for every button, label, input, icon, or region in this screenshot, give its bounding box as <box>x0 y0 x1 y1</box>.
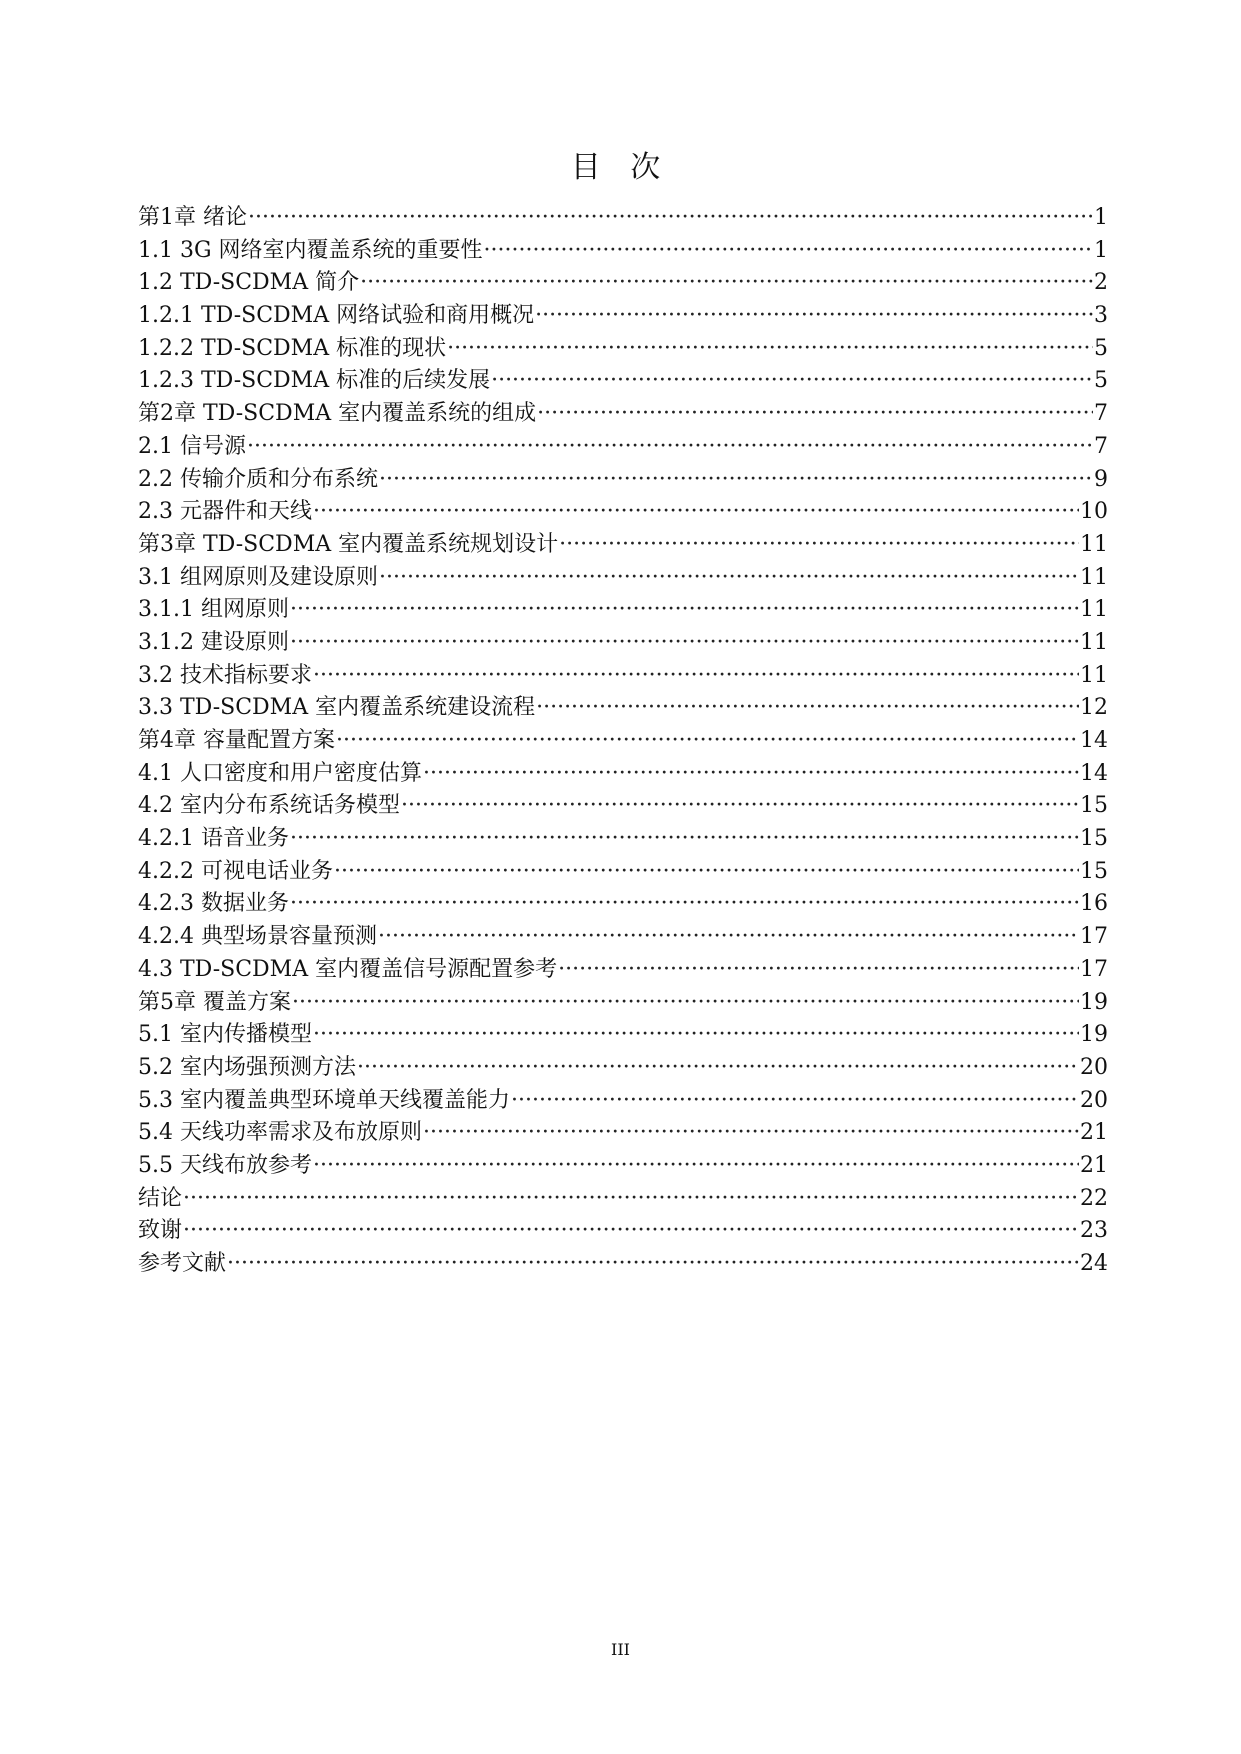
toc-entry-title: 致谢 <box>138 1218 183 1244</box>
toc-entry-page: 21 <box>1080 1120 1108 1146</box>
toc-entry[interactable] <box>138 725 1108 758</box>
toc-entry-page: 19 <box>1080 989 1108 1015</box>
toc-entry[interactable] <box>138 267 1108 300</box>
toc-entry-title: 结论 <box>138 1185 183 1211</box>
toc-dot-leader <box>423 1117 1079 1150</box>
toc-entry-title: 4.1 人口密度和用户密度估算 <box>138 760 422 786</box>
toc-dot-leader <box>183 1183 1079 1216</box>
toc-entry-page: 20 <box>1080 1054 1108 1080</box>
toc-dot-leader <box>290 627 1079 660</box>
toc-entry-title: 2.1 信号源 <box>138 433 246 459</box>
toc-entry-title: 第2章 TD-SCDMA 室内覆盖系统的组成 <box>138 401 537 427</box>
toc-entry-title: 5.5 天线布放参考 <box>138 1152 312 1178</box>
table-of-contents <box>138 202 1108 1281</box>
toc-entry[interactable] <box>138 496 1108 529</box>
toc-entry-title: 4.2 室内分布系统话务模型 <box>138 793 400 819</box>
page-number: III <box>611 1640 630 1659</box>
toc-entry-title: 第4章 容量配置方案 <box>138 728 335 753</box>
toc-entry-page: 1 <box>1094 205 1108 230</box>
toc-entry[interactable] <box>138 758 1108 791</box>
toc-entry[interactable] <box>138 333 1108 366</box>
toc-entry[interactable] <box>138 1215 1108 1248</box>
toc-entry-title: 1.2.2 TD-SCDMA 标准的现状 <box>138 335 447 361</box>
toc-dot-leader <box>183 1215 1079 1248</box>
toc-entry-page: 11 <box>1080 564 1108 590</box>
toc-entry[interactable] <box>138 1052 1108 1085</box>
toc-entry-page: 17 <box>1080 924 1108 950</box>
toc-entry[interactable] <box>138 464 1108 497</box>
toc-entry[interactable] <box>138 1248 1108 1281</box>
toc-entry-page: 14 <box>1080 760 1108 786</box>
toc-entry-title: 4.2.2 可视电话业务 <box>138 858 333 884</box>
toc-dot-leader <box>313 1019 1079 1052</box>
toc-dot-leader <box>511 1085 1079 1118</box>
toc-dot-leader <box>447 333 1093 366</box>
toc-entry[interactable] <box>138 1150 1108 1183</box>
toc-entry-page: 5 <box>1094 335 1108 361</box>
toc-entry[interactable] <box>138 692 1108 725</box>
toc-dot-leader <box>537 398 1093 431</box>
toc-entry-page: 22 <box>1080 1185 1108 1211</box>
toc-dot-leader <box>292 987 1079 1020</box>
toc-dot-leader <box>558 954 1079 987</box>
toc-dot-leader <box>379 562 1079 595</box>
toc-dot-leader <box>559 529 1079 562</box>
toc-dot-leader <box>401 790 1079 823</box>
toc-entry[interactable] <box>138 921 1108 954</box>
toc-entry-page: 15 <box>1080 858 1108 884</box>
toc-dot-leader <box>290 823 1079 856</box>
toc-entry-title: 5.1 室内传播模型 <box>138 1022 312 1048</box>
toc-entry-page: 17 <box>1080 956 1108 982</box>
toc-entry-page: 7 <box>1094 401 1108 427</box>
toc-entry[interactable] <box>138 431 1108 464</box>
toc-entry-page: 24 <box>1080 1251 1108 1276</box>
toc-dot-leader <box>313 496 1079 529</box>
toc-entry-page: 21 <box>1080 1152 1108 1178</box>
toc-entry-title: 3.1.2 建设原则 <box>138 629 289 655</box>
toc-entry[interactable] <box>138 1019 1108 1052</box>
toc-entry-title: 1.2.1 TD-SCDMA 网络试验和商用概况 <box>138 303 535 329</box>
toc-entry-page: 20 <box>1080 1087 1108 1113</box>
toc-entry[interactable] <box>138 627 1108 660</box>
toc-entry-page: 11 <box>1080 531 1108 557</box>
toc-entry[interactable] <box>138 660 1108 693</box>
toc-entry-page: 23 <box>1080 1218 1108 1244</box>
toc-entry-title: 参考文献 <box>138 1251 227 1276</box>
toc-entry-page: 7 <box>1094 433 1108 459</box>
page-title: 目 次 <box>570 150 671 185</box>
toc-dot-leader <box>290 594 1079 627</box>
toc-entry-page: 10 <box>1080 499 1108 525</box>
toc-dot-leader <box>535 300 1093 333</box>
toc-entry-title: 2.2 传输介质和分布系统 <box>138 466 378 492</box>
toc-entry-page: 9 <box>1094 466 1108 492</box>
toc-entry[interactable] <box>138 365 1108 398</box>
toc-entry[interactable] <box>138 987 1108 1020</box>
toc-dot-leader <box>290 888 1079 921</box>
toc-dot-leader <box>536 692 1079 725</box>
toc-entry[interactable] <box>138 954 1108 987</box>
toc-entry-page: 1 <box>1094 237 1108 263</box>
toc-entry-title: 3.3 TD-SCDMA 室内覆盖系统建设流程 <box>138 695 536 721</box>
toc-dot-leader <box>378 921 1079 954</box>
toc-entry-title: 1.1 3G 网络室内覆盖系统的重要性 <box>138 237 483 263</box>
toc-entry-title: 2.3 元器件和天线 <box>138 499 312 525</box>
toc-entry-page: 14 <box>1080 728 1108 753</box>
toc-entry[interactable] <box>138 1183 1108 1216</box>
toc-entry[interactable] <box>138 1085 1108 1118</box>
toc-entry-title: 4.3 TD-SCDMA 室内覆盖信号源配置参考 <box>138 956 558 982</box>
toc-entry-title: 3.1.1 组网原则 <box>138 597 289 623</box>
toc-entry-title: 1.2 TD-SCDMA 简介 <box>138 270 360 296</box>
toc-dot-leader <box>491 365 1093 398</box>
toc-entry-page: 16 <box>1080 891 1108 917</box>
toc-entry-page: 11 <box>1080 662 1108 688</box>
toc-entry-title: 1.2.3 TD-SCDMA 标准的后续发展 <box>138 368 491 394</box>
toc-dot-leader <box>334 856 1079 889</box>
toc-dot-leader <box>360 267 1093 300</box>
toc-entry[interactable] <box>138 823 1108 856</box>
toc-entry-title: 5.2 室内场强预测方法 <box>138 1054 356 1080</box>
toc-entry-title: 5.4 天线功率需求及布放原则 <box>138 1120 422 1146</box>
toc-entry[interactable] <box>138 562 1108 595</box>
toc-entry-page: 15 <box>1080 793 1108 819</box>
toc-entry[interactable] <box>138 300 1108 333</box>
toc-entry[interactable] <box>138 594 1108 627</box>
toc-entry[interactable] <box>138 529 1108 562</box>
toc-entry[interactable] <box>138 888 1108 921</box>
toc-dot-leader <box>357 1052 1079 1085</box>
toc-entry-page: 15 <box>1080 826 1108 852</box>
toc-entry-title: 第1章 绪论 <box>138 205 247 230</box>
toc-dot-leader <box>423 758 1079 791</box>
toc-dot-leader <box>313 1150 1079 1183</box>
toc-entry-title: 第5章 覆盖方案 <box>138 989 291 1015</box>
toc-entry[interactable] <box>138 856 1108 889</box>
toc-entry[interactable] <box>138 398 1108 431</box>
toc-entry-title: 4.2.3 数据业务 <box>138 891 289 917</box>
toc-entry[interactable] <box>138 1117 1108 1150</box>
toc-entry-title: 3.1 组网原则及建设原则 <box>138 564 378 590</box>
toc-entry-page: 11 <box>1080 629 1108 655</box>
toc-dot-leader <box>227 1248 1079 1281</box>
toc-dot-leader <box>336 725 1079 758</box>
toc-entry-page: 12 <box>1080 695 1108 721</box>
toc-entry[interactable] <box>138 235 1108 268</box>
toc-dot-leader <box>484 235 1093 268</box>
toc-entry-title: 4.2.4 典型场景容量预测 <box>138 924 377 950</box>
toc-entry-title: 3.2 技术指标要求 <box>138 662 312 688</box>
toc-dot-leader <box>247 431 1093 464</box>
toc-entry-page: 19 <box>1080 1022 1108 1048</box>
toc-entry-page: 5 <box>1094 368 1108 394</box>
toc-dot-leader <box>313 660 1079 693</box>
toc-dot-leader <box>248 202 1093 235</box>
toc-entry-page: 2 <box>1094 270 1108 296</box>
toc-dot-leader <box>379 464 1093 497</box>
toc-entry-title: 4.2.1 语音业务 <box>138 826 289 852</box>
toc-entry-page: 11 <box>1080 597 1108 623</box>
toc-entry-title: 5.3 室内覆盖典型环境单天线覆盖能力 <box>138 1087 510 1113</box>
toc-entry-title: 第3章 TD-SCDMA 室内覆盖系统规划设计 <box>138 531 559 557</box>
toc-entry-page: 3 <box>1094 303 1108 329</box>
toc-entry[interactable] <box>138 202 1108 235</box>
toc-entry[interactable] <box>138 790 1108 823</box>
